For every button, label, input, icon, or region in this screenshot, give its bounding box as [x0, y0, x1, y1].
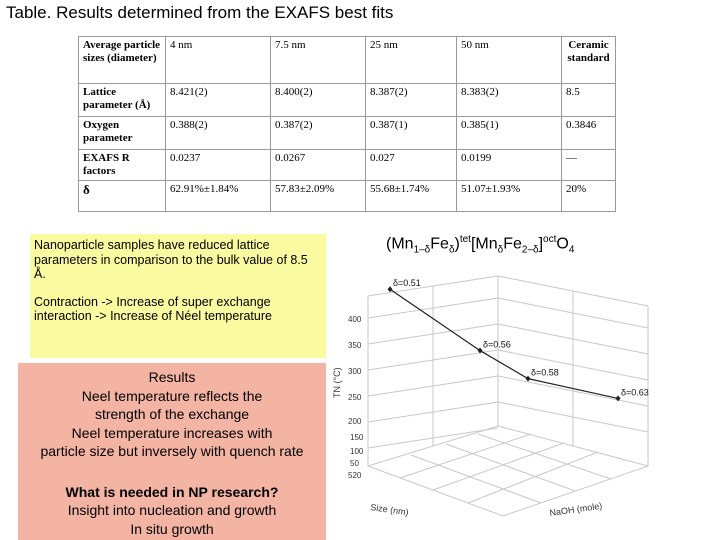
z-axis-label: TN (°C): [332, 367, 342, 398]
table-header-cell: 4 nm: [166, 37, 271, 84]
z-tick-labels: [348, 315, 364, 480]
table-cell: 0.3846: [562, 117, 616, 150]
results-line: strength of the exchange: [94, 406, 250, 422]
data-point-marker: [526, 376, 531, 382]
data-point-label: δ=0.56: [483, 339, 511, 350]
table-cell: 0.0199: [457, 150, 562, 181]
x-axis-label: Size (nm): [369, 502, 410, 518]
z-tick-label: 400: [348, 315, 362, 324]
tn-data-points: [388, 278, 649, 401]
table-cell: Oxygen parameter: [79, 117, 166, 150]
results-line: particle size but inversely with quench rate: [40, 443, 304, 459]
table-cell: 0.027: [366, 150, 457, 181]
research-answer: In situ growth: [130, 520, 214, 537]
table-cell: 20%: [562, 181, 616, 212]
research-answer: Insight into nucleation and growth: [67, 502, 277, 518]
table-header-cell: 50 nm: [457, 37, 562, 84]
table-cell: EXAFS R factors: [79, 150, 166, 181]
data-point-label: δ=0.63: [621, 387, 649, 398]
z-tick-label: 200: [348, 417, 362, 426]
research-question: What is needed in NP research?: [65, 483, 279, 500]
table-cell: 55.68±1.74%: [366, 181, 457, 212]
table-cell: 62.91%±1.84%: [166, 181, 271, 212]
table-cell: 0.387(2): [271, 117, 366, 150]
table-cell: δ: [79, 181, 166, 212]
data-point-marker: [388, 286, 393, 292]
table-cell: 8.5: [562, 84, 616, 117]
table-cell: 51.07±1.93%: [457, 181, 562, 212]
table-cell: 57.83±2.09%: [271, 181, 366, 212]
table-cell: 0.0267: [271, 150, 366, 181]
table-row: [79, 150, 616, 181]
table-cell: 8.387(2): [366, 84, 457, 117]
lattice-notes-box: [30, 234, 326, 358]
table-cell: 8.400(2): [271, 84, 366, 117]
table-cell: 0.387(1): [366, 117, 457, 150]
exafs-results-table: [78, 36, 616, 212]
z-tick-label: 100: [350, 447, 364, 456]
slide-title: Table. Results determined from the EXAFS best fits: [6, 3, 394, 22]
y-axis-label: NaOH (mole): [548, 500, 603, 518]
table-cell: 8.421(2): [166, 84, 271, 117]
table-cell: Lattice parameter (Å): [79, 84, 166, 117]
z-tick-label: 350: [348, 341, 362, 350]
table-header-cell: Average particle sizes (diameter): [79, 37, 166, 84]
table-cell: 0.0237: [166, 150, 271, 181]
results-box: [18, 363, 326, 540]
results-line: Neel temperature reflects the: [81, 387, 263, 404]
z-tick-label: 520: [348, 471, 362, 480]
results-line: Neel temperature increases with: [71, 424, 273, 441]
table-row: [79, 117, 616, 150]
exchange-note: Contraction -> Increase of super exchange interaction -> Increase of Néel temperature: [34, 294, 272, 323]
results-heading: Results: [148, 369, 196, 385]
table-cell: 0.388(2): [166, 117, 271, 150]
data-point-label: δ=0.58: [531, 367, 559, 378]
z-tick-label: 50: [350, 459, 359, 468]
z-tick-label: 250: [348, 393, 362, 402]
data-point-label: δ=0.51: [393, 278, 421, 289]
table-header-cell: 25 nm: [366, 37, 457, 84]
table-header-cell: Ceramic standard: [562, 37, 616, 84]
table-cell: 0.385(1): [457, 117, 562, 150]
z-tick-label: 150: [350, 433, 364, 442]
table-header-cell: 7.5 nm: [271, 37, 366, 84]
table-row: [79, 84, 616, 117]
neel-temperature-3d-plot: [328, 266, 710, 538]
lattice-note: Nanoparticle samples have reduced lattice parameters in comparison to the bulk value of 8.5 Å.: [34, 238, 308, 281]
spinel-formula: $(Mn_{1-\delta}Fe_\delta)^{tet}[Mn_\delta Fe_{2-\delta}]^{oct}O_4$: [386, 234, 575, 256]
table-cell: —: [562, 150, 616, 181]
table-row: [79, 181, 616, 212]
table-cell: 8.383(2): [457, 84, 562, 117]
z-tick-label: 300: [348, 367, 362, 376]
table-header-row: [79, 37, 616, 84]
